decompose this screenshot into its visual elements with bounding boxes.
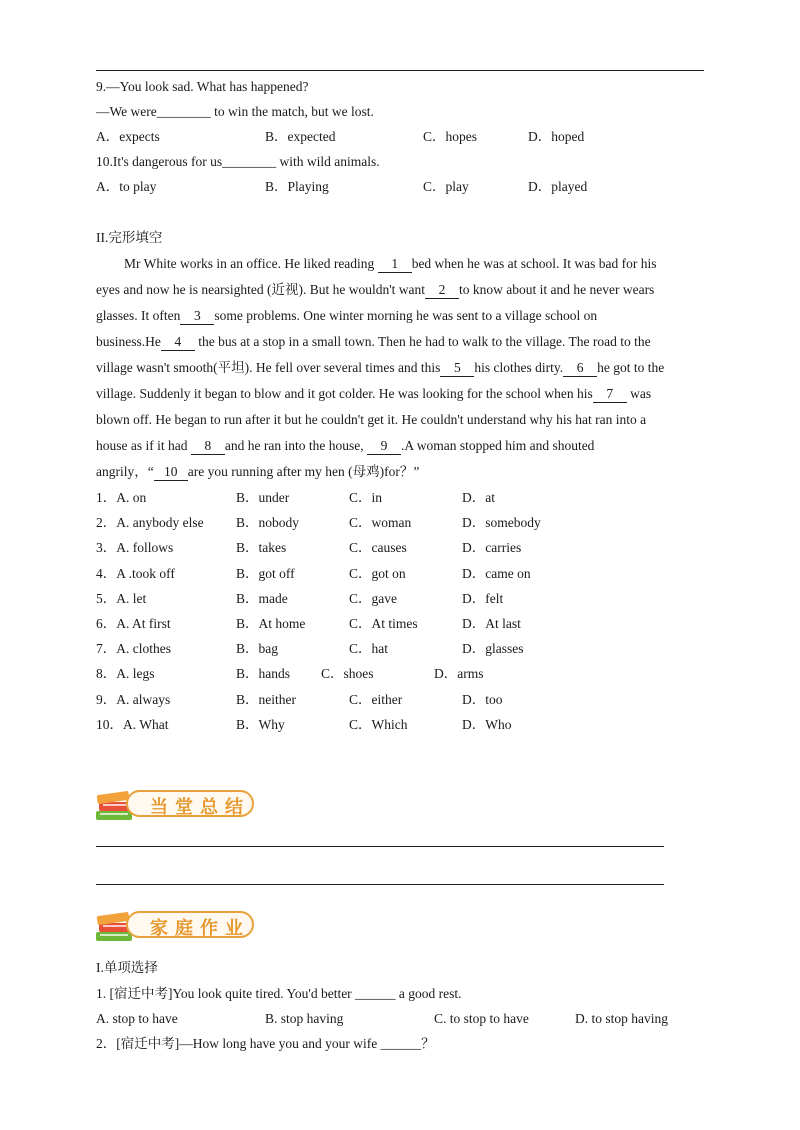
q9-line2 — [96, 103, 374, 121]
cloze-q9-option-b[interactable]: B．neither — [236, 691, 296, 707]
cloze-q2-option-a[interactable]: 2．A. anybody else — [96, 515, 204, 531]
summary-banner-pill — [126, 790, 254, 817]
cloze-q8-option-b[interactable]: B．hands — [236, 666, 290, 682]
cloze-q5-option-a[interactable]: 5．A. let — [96, 590, 147, 606]
cloze-q8-option-c[interactable]: C．shoes — [321, 666, 374, 682]
q9-line2-post: to win the match, but we lost. — [210, 104, 374, 119]
cloze-text: bed when he was at school. It was bad for his — [411, 256, 657, 271]
cloze-q4-option-c[interactable]: C．got on — [349, 565, 406, 581]
cloze-q10-option-d[interactable]: D．Who — [462, 716, 512, 732]
hw-q1-option-a[interactable]: A. stop to have — [96, 1011, 178, 1026]
cloze-q10-option-a[interactable]: 10．A. What — [96, 716, 169, 732]
cloze-text: some problems. One winter morning he was sent to a village school on — [214, 308, 598, 323]
cloze-blank: 2 — [425, 282, 459, 299]
summary-write-line-2[interactable] — [96, 884, 664, 885]
homework-section-title: I.单项选择 — [96, 960, 158, 975]
q10-option-b[interactable]: B．Playing — [265, 179, 329, 194]
cloze-text: and he ran into the house, — [224, 438, 367, 453]
cloze-q1-option-b[interactable]: B．under — [236, 490, 290, 505]
cloze-text: house as if it had — [96, 438, 191, 453]
hw-q1-prompt: 1. [宿迁中考]You look quite tired. You'd better ______ a good rest. — [96, 986, 462, 1001]
cloze-blank: 6 — [563, 360, 597, 377]
cloze-q1-option-d[interactable]: D．at — [462, 490, 495, 505]
cloze-q2-option-b[interactable]: B．nobody — [236, 515, 300, 531]
q10-pre: 10.It's dangerous for us — [96, 154, 223, 169]
cloze-text: his clothes dirty. — [474, 360, 564, 375]
hw-q2-prompt: 2．[宿迁中考]—How long have you and your wife ______？ — [96, 1036, 435, 1051]
cloze-text: eyes and now he is nearsighted (近视). But he wouldn't want — [96, 282, 425, 297]
cloze-blank: 4 — [161, 334, 195, 351]
header-rule — [96, 70, 704, 71]
cloze-q7-option-c[interactable]: C．hat — [349, 641, 388, 657]
cloze-q7-option-a[interactable]: 7．A. clothes — [96, 641, 171, 657]
cloze-line — [96, 359, 664, 377]
summary-write-line-1[interactable] — [96, 846, 664, 847]
q10-blank: ________ — [222, 154, 277, 169]
q10-option-a[interactable]: A．to play — [96, 179, 157, 194]
cloze-text: he got to the — [597, 360, 665, 375]
cloze-blank: 5 — [440, 360, 474, 377]
cloze-line — [96, 463, 419, 481]
q9-option-d[interactable]: D．hoped — [528, 129, 585, 144]
cloze-text: the bus at a stop in a small town. Then he had to walk to the village. The road to the — [194, 334, 651, 349]
cloze-q10-option-b[interactable]: B．Why — [236, 716, 285, 732]
cloze-q3-option-a[interactable]: 3．A. follows — [96, 540, 174, 556]
cloze-q1-option-c[interactable]: C．in — [349, 490, 383, 505]
cloze-q4-option-a[interactable]: 4．A .took off — [96, 565, 175, 581]
cloze-blank: 10 — [154, 464, 188, 481]
cloze-q5-option-d[interactable]: D．felt — [462, 590, 504, 606]
q9-prompt: 9.—You look sad. What has happened? — [96, 79, 309, 94]
cloze-blank: 3 — [180, 308, 214, 325]
homework-banner-label: 家庭作业 — [150, 918, 250, 939]
cloze-text: angrily，“ — [96, 464, 154, 479]
cloze-blank: 1 — [378, 256, 412, 273]
cloze-text: .A woman stopped him and shouted — [400, 438, 595, 453]
cloze-q6-option-a[interactable]: 6．A. At first — [96, 616, 171, 631]
cloze-blank: 8 — [191, 438, 225, 455]
cloze-text: was — [626, 386, 652, 401]
summary-banner-label: 当堂总结 — [150, 797, 250, 818]
hw-q1-option-d[interactable]: D. to stop having — [575, 1011, 668, 1026]
cloze-text: to know about it and he never wears — [459, 282, 655, 297]
cloze-q9-option-a[interactable]: 9．A. always — [96, 691, 171, 707]
cloze-q7-option-b[interactable]: B．bag — [236, 641, 278, 657]
cloze-text: glasses. It often — [96, 308, 181, 323]
cloze-q5-option-c[interactable]: C．gave — [349, 590, 397, 606]
cloze-text: blown off. He began to run after it but he couldn't get it. He couldn't understand why his hat ran into a — [96, 412, 647, 427]
cloze-line — [124, 255, 657, 273]
cloze-line — [96, 281, 654, 299]
q9-line2-pre: —We were — [96, 104, 157, 119]
cloze-q1-option-a[interactable]: 1．A. on — [96, 490, 147, 505]
cloze-q3-option-c[interactable]: C．causes — [349, 540, 407, 556]
q10-option-c[interactable]: C．play — [423, 179, 469, 194]
cloze-q2-option-c[interactable]: C．woman — [349, 515, 412, 531]
hw-q1-option-c[interactable]: C. to stop to have — [434, 1011, 529, 1026]
cloze-text: Mr White works in an office. He liked reading — [124, 256, 378, 271]
cloze-q8-option-a[interactable]: 8．A. legs — [96, 666, 155, 682]
cloze-blank: 9 — [367, 438, 401, 455]
cloze-line — [96, 307, 597, 325]
cloze-q8-option-d[interactable]: D．arms — [434, 666, 484, 682]
cloze-text: village. Suddenly it began to blow and it got colder. He was looking for the school when his — [96, 386, 593, 401]
cloze-q3-option-b[interactable]: B．takes — [236, 540, 287, 556]
cloze-section-title: II.完形填空 — [96, 230, 163, 245]
cloze-line — [96, 411, 646, 429]
q9-option-c[interactable]: C．hopes — [423, 129, 477, 144]
q9-option-a[interactable]: A．expects — [96, 129, 160, 144]
q10-option-d[interactable]: D．played — [528, 179, 588, 194]
cloze-text: village wasn't smooth(平坦). He fell over several times and this — [96, 360, 441, 375]
cloze-q9-option-d[interactable]: D．too — [462, 691, 503, 707]
q10-prompt — [96, 153, 380, 171]
cloze-q4-option-b[interactable]: B．got off — [236, 565, 295, 581]
cloze-q3-option-d[interactable]: D．carries — [462, 540, 522, 556]
cloze-line — [96, 437, 594, 455]
cloze-q6-option-d[interactable]: D．At last — [462, 616, 521, 631]
cloze-q9-option-c[interactable]: C．either — [349, 691, 403, 707]
homework-banner-pill — [126, 911, 254, 938]
q9-line2-blank: ________ — [156, 104, 211, 119]
cloze-text: business.He — [96, 334, 161, 349]
q9-option-b[interactable]: B．expected — [265, 129, 336, 144]
cloze-q2-option-d[interactable]: D．somebody — [462, 515, 541, 531]
cloze-line — [96, 385, 651, 403]
cloze-text: are you running after my hen (母鸡)for？” — [187, 464, 420, 479]
cloze-q10-option-c[interactable]: C．Which — [349, 716, 408, 732]
cloze-q6-option-b[interactable]: B．At home — [236, 616, 306, 631]
q10-post: with wild animals. — [276, 154, 380, 169]
cloze-q6-option-c[interactable]: C．At times — [349, 616, 418, 631]
cloze-q7-option-d[interactable]: D．glasses — [462, 641, 524, 657]
cloze-line — [96, 333, 651, 351]
cloze-q5-option-b[interactable]: B．made — [236, 590, 288, 606]
cloze-q4-option-d[interactable]: D．came on — [462, 565, 531, 581]
cloze-blank: 7 — [593, 386, 627, 403]
hw-q1-option-b[interactable]: B. stop having — [265, 1011, 344, 1026]
